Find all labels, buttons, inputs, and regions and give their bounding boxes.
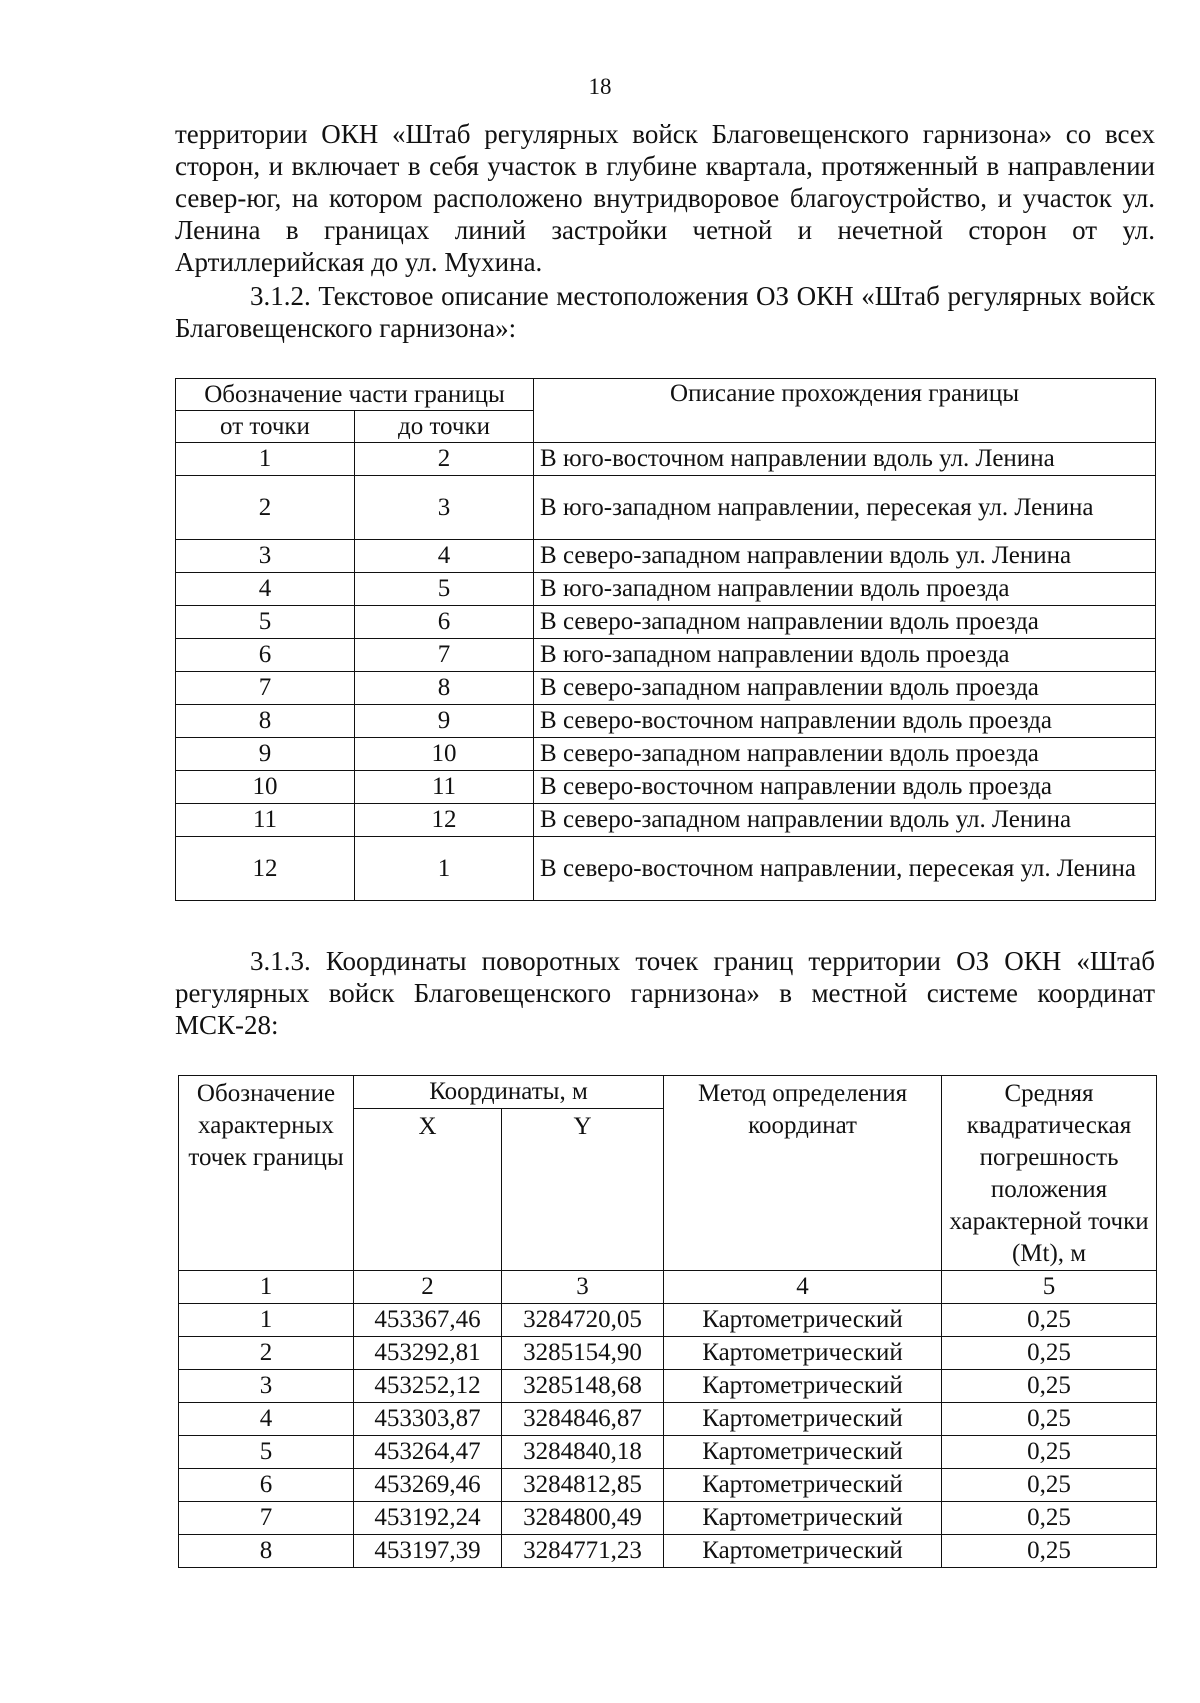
from-point: 10 [176, 771, 355, 804]
mean-error: 0,25 [942, 1469, 1157, 1502]
column-numbers-row [179, 1271, 1157, 1304]
table-row [176, 443, 1156, 476]
point-id: 4 [179, 1403, 354, 1436]
header-y: Y [502, 1109, 664, 1271]
to-point: 6 [355, 606, 534, 639]
coordinates-table [178, 1075, 1157, 1568]
point-id: 7 [179, 1502, 354, 1535]
method: Картометрический [664, 1502, 942, 1535]
table-row [179, 1436, 1157, 1469]
boundary-description: В юго-восточном направлении вдоль ул. Ленина [534, 443, 1156, 476]
table-row [176, 837, 1156, 901]
method: Картометрический [664, 1337, 942, 1370]
coord-y: 3284812,85 [502, 1469, 664, 1502]
header-coordinates: Координаты, м [354, 1076, 664, 1109]
table-row [179, 1403, 1157, 1436]
from-point: 5 [176, 606, 355, 639]
column-number: 5 [942, 1271, 1157, 1304]
to-point: 4 [355, 540, 534, 573]
coord-x: 453269,46 [354, 1469, 502, 1502]
mean-error: 0,25 [942, 1436, 1157, 1469]
from-point: 8 [176, 705, 355, 738]
boundary-description-table [175, 378, 1156, 901]
boundary-description: В северо-западном направлении вдоль проезда [534, 606, 1156, 639]
point-id: 5 [179, 1436, 354, 1469]
paragraph-3-1-3: 3.1.3. Координаты поворотных точек границ территории ОЗ ОКН «Штаб регулярных войск Благовещенского гарнизона» в местной системе координат МСК-28: [175, 946, 1155, 1040]
coord-x: 453192,24 [354, 1502, 502, 1535]
column-number: 2 [354, 1271, 502, 1304]
from-point: 4 [176, 573, 355, 606]
boundary-description: В северо-западном направлении вдоль проезда [534, 672, 1156, 705]
header-boundary-description: Описание прохождения границы [534, 379, 1156, 443]
coord-x: 453367,46 [354, 1304, 502, 1337]
method: Картометрический [664, 1403, 942, 1436]
point-id: 2 [179, 1337, 354, 1370]
mean-error: 0,25 [942, 1502, 1157, 1535]
boundary-description: В северо-западном направлении вдоль проезда [534, 738, 1156, 771]
table-row [176, 672, 1156, 705]
to-point: 10 [355, 738, 534, 771]
table-row [176, 639, 1156, 672]
column-number: 4 [664, 1271, 942, 1304]
table-row [176, 540, 1156, 573]
paragraph-intro: территории ОКН «Штаб регулярных войск Благовещенского гарнизона» со всех сторон, и включает в себя участок в глубине квартала, протяженный в направлении север-юг, на котором расположено внутридворовое благоустройство, и участок ул. Ленина в границах линий застройки четной и нечетной сторон от ул. Артиллерийская до ул. Мухина. [175, 119, 1155, 277]
to-point: 11 [355, 771, 534, 804]
table-row [179, 1304, 1157, 1337]
coord-y: 3284771,23 [502, 1535, 664, 1568]
to-point: 12 [355, 804, 534, 837]
coord-y: 3284840,18 [502, 1436, 664, 1469]
method: Картометрический [664, 1436, 942, 1469]
boundary-description: В юго-западном направлении вдоль проезда [534, 639, 1156, 672]
from-point: 6 [176, 639, 355, 672]
column-number: 1 [179, 1271, 354, 1304]
from-point: 12 [176, 837, 355, 901]
to-point: 7 [355, 639, 534, 672]
coord-x: 453197,39 [354, 1535, 502, 1568]
boundary-description: В северо-восточном направлении, пересекая ул. Ленина [534, 837, 1156, 901]
point-id: 3 [179, 1370, 354, 1403]
mean-error: 0,25 [942, 1337, 1157, 1370]
coord-y: 3284720,05 [502, 1304, 664, 1337]
method: Картометрический [664, 1535, 942, 1568]
point-id: 1 [179, 1304, 354, 1337]
coord-x: 453303,87 [354, 1403, 502, 1436]
table-row [176, 476, 1156, 540]
coord-y: 3285148,68 [502, 1370, 664, 1403]
table-row [176, 804, 1156, 837]
header-x: X [354, 1109, 502, 1271]
point-id: 6 [179, 1469, 354, 1502]
from-point: 9 [176, 738, 355, 771]
table-row [179, 1370, 1157, 1403]
mean-error: 0,25 [942, 1304, 1157, 1337]
from-point: 1 [176, 443, 355, 476]
coord-x: 453292,81 [354, 1337, 502, 1370]
table-row [179, 1502, 1157, 1535]
to-point: 9 [355, 705, 534, 738]
to-point: 8 [355, 672, 534, 705]
header-boundary-part: Обозначение части границы [176, 379, 534, 411]
table-row [179, 1535, 1157, 1568]
header-mean-error: Средняя квадратическая погрешность положения характерной точки (Mt), м [942, 1076, 1157, 1271]
boundary-description: В юго-западном направлении вдоль проезда [534, 573, 1156, 606]
from-point: 11 [176, 804, 355, 837]
header-to-point: до точки [355, 411, 534, 443]
table-row [176, 705, 1156, 738]
table-row [176, 573, 1156, 606]
boundary-description: В северо-восточном направлении вдоль проезда [534, 705, 1156, 738]
from-point: 3 [176, 540, 355, 573]
header-method: Метод определения координат [664, 1076, 942, 1271]
method: Картометрический [664, 1370, 942, 1403]
coord-x: 453252,12 [354, 1370, 502, 1403]
to-point: 1 [355, 837, 534, 901]
table-row [176, 738, 1156, 771]
coord-x: 453264,47 [354, 1436, 502, 1469]
from-point: 2 [176, 476, 355, 540]
table-row [176, 606, 1156, 639]
point-id: 8 [179, 1535, 354, 1568]
table-row [179, 1469, 1157, 1502]
to-point: 2 [355, 443, 534, 476]
header-point-designation: Обозначение характерных точек границы [179, 1076, 354, 1271]
column-number: 3 [502, 1271, 664, 1304]
mean-error: 0,25 [942, 1535, 1157, 1568]
mean-error: 0,25 [942, 1403, 1157, 1436]
table-row [176, 771, 1156, 804]
coord-y: 3285154,90 [502, 1337, 664, 1370]
coord-y: 3284846,87 [502, 1403, 664, 1436]
boundary-description: В юго-западном направлении, пересекая ул. Ленина [534, 476, 1156, 540]
method: Картометрический [664, 1304, 942, 1337]
paragraph-3-1-2: 3.1.2. Текстовое описание местоположения ОЗ ОКН «Штаб регулярных войск Благовещенского гарнизона»: [175, 281, 1155, 343]
to-point: 5 [355, 573, 534, 606]
header-from-point: от точки [176, 411, 355, 443]
coord-y: 3284800,49 [502, 1502, 664, 1535]
mean-error: 0,25 [942, 1370, 1157, 1403]
boundary-description: В северо-восточном направлении вдоль проезда [534, 771, 1156, 804]
to-point: 3 [355, 476, 534, 540]
page-number: 18 [588, 74, 612, 99]
table-row [179, 1337, 1157, 1370]
from-point: 7 [176, 672, 355, 705]
boundary-description: В северо-западном направлении вдоль ул. Ленина [534, 804, 1156, 837]
method: Картометрический [664, 1469, 942, 1502]
boundary-description: В северо-западном направлении вдоль ул. Ленина [534, 540, 1156, 573]
